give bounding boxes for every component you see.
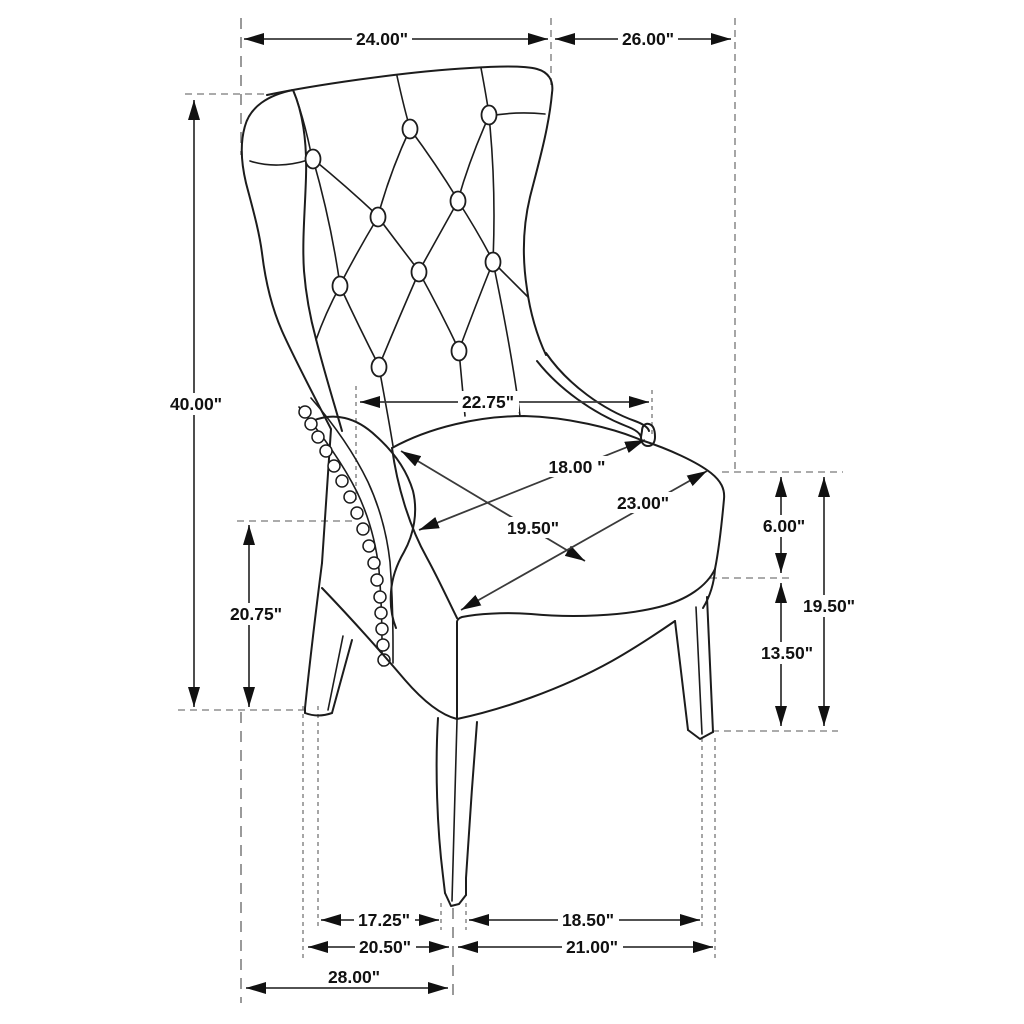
dimension-seat-edge-thickness bbox=[757, 477, 811, 573]
dimensions bbox=[165, 28, 860, 988]
nailhead-stud bbox=[376, 623, 388, 635]
back-top-edge bbox=[267, 67, 552, 95]
trim-outer-edge bbox=[299, 407, 382, 666]
back-right-edge bbox=[524, 93, 552, 355]
nailhead-stud bbox=[357, 523, 369, 535]
dimension-front-leg-inset bbox=[321, 909, 439, 930]
front-right-leg bbox=[675, 597, 713, 739]
dimension-seat-height bbox=[798, 477, 860, 726]
dimension-back-to-arm-width bbox=[360, 391, 649, 412]
skirt-right-bottom bbox=[457, 621, 675, 719]
dimension-seat-back-width bbox=[419, 440, 645, 530]
seat-front-rim bbox=[457, 569, 715, 622]
dim-label-back-to-arm-width: 22.75" bbox=[461, 392, 515, 412]
wing-cap-seam bbox=[250, 160, 308, 165]
front-left-leg bbox=[437, 718, 477, 906]
nailhead-stud bbox=[375, 607, 387, 619]
chair-drawing bbox=[242, 67, 724, 906]
dim-label-leg-span-left: 20.50" bbox=[358, 937, 412, 957]
nailhead-stud bbox=[351, 507, 363, 519]
dim-label-overall-depth: 26.00" bbox=[621, 29, 675, 49]
nailhead-stud bbox=[336, 475, 348, 487]
nailhead-stud bbox=[344, 491, 356, 503]
right-arm bbox=[537, 353, 655, 446]
nailhead-stud bbox=[368, 557, 380, 569]
dim-label-arm-height: 20.75" bbox=[229, 604, 283, 624]
nailhead-stud bbox=[374, 591, 386, 603]
dimension-overall-height bbox=[165, 100, 227, 707]
dim-label-back-width: 24.00" bbox=[355, 29, 409, 49]
dimension-base-depth bbox=[246, 967, 448, 988]
dim-label-seat-depth: 19.50" bbox=[506, 518, 560, 538]
dim-label-leg-height: 13.50" bbox=[760, 643, 814, 663]
skirt-left-bottom bbox=[322, 588, 457, 719]
dim-label-leg-span-right: 18.50" bbox=[561, 910, 615, 930]
tufting-button bbox=[372, 358, 387, 377]
rear-left-leg bbox=[305, 563, 352, 716]
dimension-overall-depth bbox=[555, 28, 731, 50]
nailhead-stud bbox=[371, 574, 383, 586]
dimension-seat-front-width bbox=[461, 471, 707, 610]
nailhead-stud bbox=[305, 418, 317, 430]
arm-inner-sweep bbox=[537, 361, 641, 437]
dimension-leg-span-right bbox=[469, 909, 700, 930]
nailhead-stud bbox=[320, 445, 332, 457]
tufting-button bbox=[486, 253, 501, 272]
seat-back-rim bbox=[392, 416, 641, 448]
tufting-button bbox=[371, 208, 386, 227]
nailhead-stud bbox=[363, 540, 375, 552]
tufting-button bbox=[403, 120, 418, 139]
nailhead-stud bbox=[299, 406, 311, 418]
dim-label-base-span-right: 21.00" bbox=[565, 937, 619, 957]
tufting-button bbox=[451, 192, 466, 211]
nailhead-stud bbox=[328, 460, 340, 472]
seat bbox=[322, 416, 724, 719]
dim-label-seat-front-width: 23.00" bbox=[616, 493, 670, 513]
dimension-arm-height bbox=[225, 525, 287, 707]
left-wing bbox=[242, 90, 342, 563]
back-top-right-seam bbox=[489, 113, 545, 116]
legs bbox=[305, 563, 713, 906]
tufting-button bbox=[482, 106, 497, 125]
dim-label-seat-height: 19.50" bbox=[802, 596, 856, 616]
dimension-back-width bbox=[244, 28, 548, 50]
nailhead-stud bbox=[312, 431, 324, 443]
dim-label-overall-height: 40.00" bbox=[169, 394, 223, 414]
tufting-button bbox=[452, 342, 467, 361]
dim-label-front-leg-inset: 17.25" bbox=[357, 910, 411, 930]
tufting-button bbox=[412, 263, 427, 282]
dim-label-seat-back-width: 18.00 " bbox=[548, 457, 606, 477]
seat-left-rim bbox=[392, 448, 457, 618]
dim-label-base-depth: 28.00" bbox=[327, 967, 381, 987]
dimension-base-span-right bbox=[458, 936, 713, 957]
seat-right-side-bottom bbox=[703, 569, 715, 608]
wing-inner-edge bbox=[293, 90, 342, 431]
dimension-leg-span-left bbox=[308, 936, 449, 957]
dim-label-seat-edge-thickness: 6.00" bbox=[762, 516, 806, 536]
tufting-button bbox=[333, 277, 348, 296]
tufting-button bbox=[306, 150, 321, 169]
